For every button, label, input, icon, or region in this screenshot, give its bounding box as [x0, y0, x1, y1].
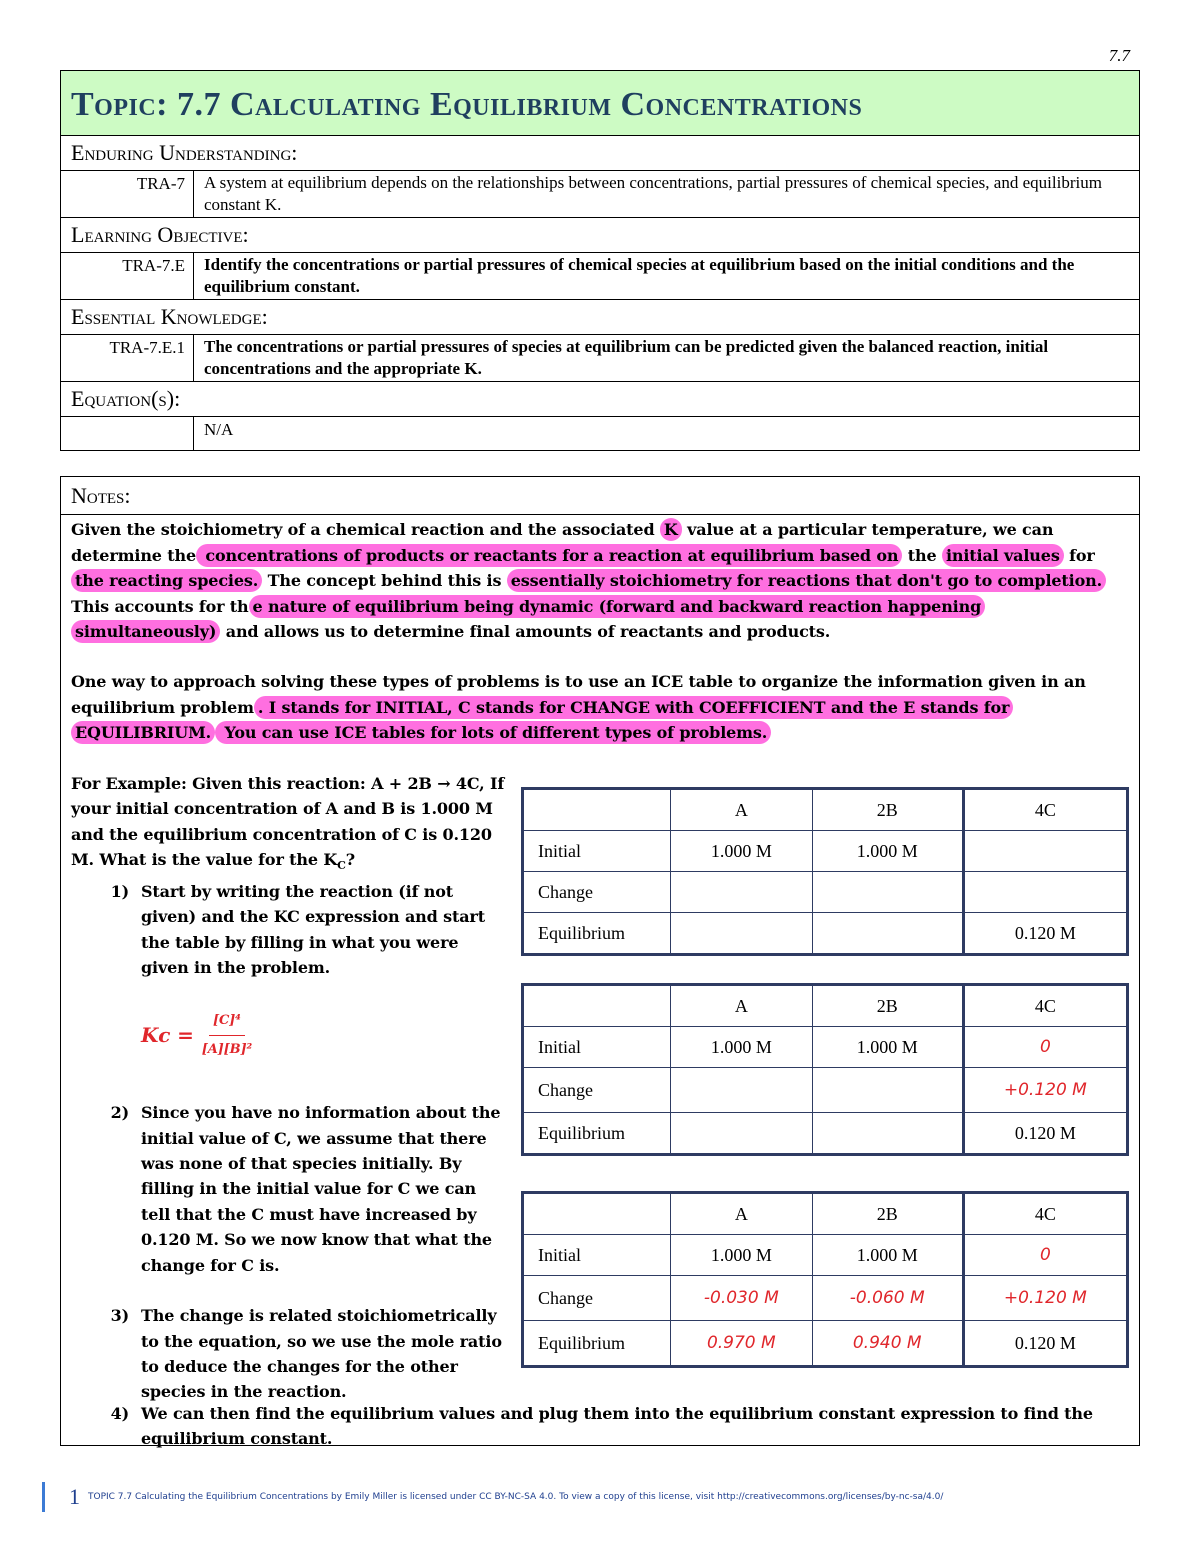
- cell-equilibrium-2b: 0.940 M: [812, 1321, 963, 1367]
- topic-header-table: [60, 70, 1140, 451]
- example-column: [71, 771, 506, 1405]
- table-row: [523, 1193, 1128, 1235]
- p1-highlight-4: the reacting species.: [71, 569, 262, 592]
- header-a: A: [670, 789, 812, 831]
- cell-initial-2b: 1.000 M: [812, 1235, 963, 1276]
- equation-value: N/A: [194, 417, 1140, 451]
- header-4c: 4C: [963, 1193, 1127, 1235]
- header-2b: 2B: [812, 1193, 963, 1235]
- row-label-equilibrium: Equilibrium: [523, 1113, 671, 1155]
- header-2b: 2B: [812, 985, 963, 1027]
- p1-highlight-6: e nature of equilibrium being dynamic (forward and backward reaction happening simultaneously): [71, 595, 985, 644]
- notes-box: [60, 476, 1140, 1446]
- table-row: [523, 913, 1128, 955]
- enduring-understanding-label: Enduring Understanding:: [61, 136, 1140, 171]
- notes-label: Notes:: [61, 477, 1139, 515]
- cell-initial-4c: 0: [963, 1235, 1127, 1276]
- cell-initial-a: 1.000 M: [670, 831, 812, 872]
- ice-table-3: [521, 1191, 1129, 1368]
- table-row: [523, 1113, 1128, 1155]
- footer-accent-bar: [42, 1482, 45, 1512]
- step-2: [71, 1100, 506, 1278]
- step-3-number: 3): [110, 1306, 129, 1326]
- row-label-initial: Initial: [523, 1027, 671, 1068]
- notes-paragraph-2: [71, 669, 1126, 746]
- example-intro-end: ?: [345, 850, 355, 870]
- table-row: [523, 1068, 1128, 1113]
- step-4-text: We can then find the equilibrium values and plug them into the equilibrium constant expression to find the equilibrium constant.: [141, 1404, 1093, 1448]
- table-row: [523, 1276, 1128, 1321]
- knowledge-text: The concentrations or partial pressures of species at equilibrium can be predicted given the balanced reaction, initial concentrations and the appropriate K.: [194, 335, 1140, 382]
- row-label-initial: Initial: [523, 831, 671, 872]
- page-number: 7.7: [1108, 46, 1130, 65]
- ice-table-1: [521, 787, 1129, 956]
- corner-cell: [523, 789, 671, 831]
- kc-expression: [141, 1008, 506, 1062]
- enduring-code: TRA-7: [61, 171, 194, 218]
- kc-fraction: [202, 1008, 252, 1062]
- table-row: [523, 1321, 1128, 1367]
- footer: [42, 1482, 943, 1512]
- footer-page-number: 1: [69, 1484, 80, 1509]
- step-1-number: 1): [110, 881, 129, 901]
- cell-change-a: [670, 1068, 812, 1113]
- p2-text-1: One way to approach solving these types of problems is to use an ICE table to organize the information given in an equilibrium problem: [71, 672, 1086, 717]
- objective-code: TRA-7.E: [61, 253, 194, 300]
- cell-change-4c: +0.120 M: [963, 1276, 1127, 1321]
- row-label-equilibrium: Equilibrium: [523, 913, 671, 955]
- step-1-text: Start by writing the reaction (if not given) and the KC expression and start the table by filling in what you were given in the problem.: [141, 881, 485, 978]
- cell-change-a: [670, 872, 812, 913]
- step-3: [71, 1303, 506, 1405]
- row-label-initial: Initial: [523, 1235, 671, 1276]
- row-label-change: Change: [523, 872, 671, 913]
- cell-initial-a: 1.000 M: [670, 1235, 812, 1276]
- step-3-text: The change is related stoichiometrically to the equation, so we use the mole ratio to deduce the changes for the other species in the reaction.: [141, 1306, 502, 1402]
- cell-equilibrium-2b: [812, 1113, 963, 1155]
- p1-highlight-1: K: [660, 518, 682, 541]
- cell-equilibrium-4c: 0.120 M: [963, 1113, 1127, 1155]
- cell-initial-4c: [963, 831, 1127, 872]
- row-label-equilibrium: Equilibrium: [523, 1321, 671, 1367]
- equation-code-cell: [61, 417, 194, 451]
- p1-text-3: the: [902, 545, 942, 565]
- cell-equilibrium-4c: 0.120 M: [963, 913, 1127, 955]
- p1-text-1: Given the stoichiometry of a chemical reaction and the associated: [71, 520, 660, 539]
- table-row: [523, 1027, 1128, 1068]
- p1-text-7: and allows us to determine final amounts of reactants and products.: [220, 622, 831, 641]
- page-title: Topic: 7.7 Calculating Equilibrium Concentrations: [71, 86, 863, 123]
- header-a: A: [670, 1193, 812, 1235]
- cell-equilibrium-4c: 0.120 M: [963, 1321, 1127, 1367]
- cell-change-2b: [812, 872, 963, 913]
- step-1: [71, 879, 506, 981]
- p1-text-2: value at a particular temperature, we can determine the: [71, 520, 1054, 565]
- kc-denominator: [A][B]²: [201, 1041, 253, 1057]
- row-label-change: Change: [523, 1068, 671, 1113]
- p1-highlight-5: essentially stoichiometry for reactions that don't go to completion.: [507, 569, 1106, 592]
- essential-knowledge-label: Essential Knowledge:: [61, 300, 1140, 335]
- footer-license-text: TOPIC 7.7 Calculating the Equilibrium Concentrations by Emily Miller is licensed under CC BY-NC-SA 4.0. To view a copy of this license, visit http://creativecommons.org/licenses/by-nc-sa/4.0/: [88, 1492, 944, 1502]
- cell-equilibrium-a: 0.970 M: [670, 1321, 812, 1367]
- learning-objective-label: Learning Objective:: [61, 218, 1140, 253]
- corner-cell: [523, 985, 671, 1027]
- example-intro-text: For Example: Given this reaction: A + 2B → 4C, If your initial concentration of A and B is 1.000 M and the equilibrium concentration of C is 0.120 M. What is the value for the K: [71, 774, 505, 870]
- enduring-text: A system at equilibrium depends on the relationships between concentrations, partial pressures of chemical species, and equilibrium constant K.: [194, 171, 1140, 218]
- objective-text: Identify the concentrations or partial pressures of chemical species at equilibrium based on the initial conditions and the equilibrium constant.: [194, 253, 1140, 300]
- p2-highlight-1: . I stands for INITIAL, C stands for CHANGE with COEFFICIENT and the E stands for EQUILIBRIUM.: [71, 696, 1013, 745]
- table-row: [523, 872, 1128, 913]
- table-row: [523, 831, 1128, 872]
- cell-change-2b: [812, 1068, 963, 1113]
- p1-highlight-3: initial values: [942, 544, 1064, 567]
- row-label-change: Change: [523, 1276, 671, 1321]
- example-intro: [71, 771, 506, 879]
- corner-cell: [523, 1193, 671, 1235]
- step-4-number: 4): [110, 1404, 129, 1423]
- p1-highlight-2: concentrations of products or reactants for a reaction at equilibrium based on: [196, 544, 902, 567]
- title-cell: [61, 71, 1140, 136]
- cell-equilibrium-a: [670, 1113, 812, 1155]
- ice-table-2: [521, 983, 1129, 1156]
- notes-paragraph-1: [71, 517, 1126, 645]
- header-2b: 2B: [812, 789, 963, 831]
- knowledge-code: TRA-7.E.1: [61, 335, 194, 382]
- p1-text-5: The concept behind this is: [262, 571, 507, 590]
- cell-change-4c: [963, 872, 1127, 913]
- example-kc-subscript: C: [337, 859, 346, 873]
- header-a: A: [670, 985, 812, 1027]
- kc-numerator: [C]⁴: [209, 1008, 245, 1035]
- cell-equilibrium-2b: [812, 913, 963, 955]
- cell-change-2b: -0.060 M: [812, 1276, 963, 1321]
- p1-text-6: This accounts for th: [71, 596, 249, 616]
- header-4c: 4C: [963, 985, 1127, 1027]
- step-4: [71, 1401, 1126, 1451]
- header-4c: 4C: [963, 789, 1127, 831]
- cell-initial-4c: 0: [963, 1027, 1127, 1068]
- cell-initial-a: 1.000 M: [670, 1027, 812, 1068]
- kc-lhs: Kc =: [141, 1022, 194, 1047]
- cell-initial-2b: 1.000 M: [812, 1027, 963, 1068]
- step-2-number: 2): [110, 1103, 129, 1123]
- table-row: [523, 985, 1128, 1027]
- p2-highlight-2: You can use ICE tables for lots of different types of problems.: [215, 721, 771, 744]
- cell-change-a: -0.030 M: [670, 1276, 812, 1321]
- step-2-text: Since you have no information about the initial value of C, we assume that there was none of that species initially. By filling in the initial value for C we can tell that the C must have increased by 0.120 M. So we now know that what the change for C is.: [141, 1103, 501, 1275]
- table-row: [523, 789, 1128, 831]
- table-row: [523, 1235, 1128, 1276]
- cell-equilibrium-a: [670, 913, 812, 955]
- cell-initial-2b: 1.000 M: [812, 831, 963, 872]
- p1-text-4: for: [1063, 545, 1095, 565]
- equations-label: Equation(s):: [61, 382, 1140, 417]
- cell-change-4c: +0.120 M: [963, 1068, 1127, 1113]
